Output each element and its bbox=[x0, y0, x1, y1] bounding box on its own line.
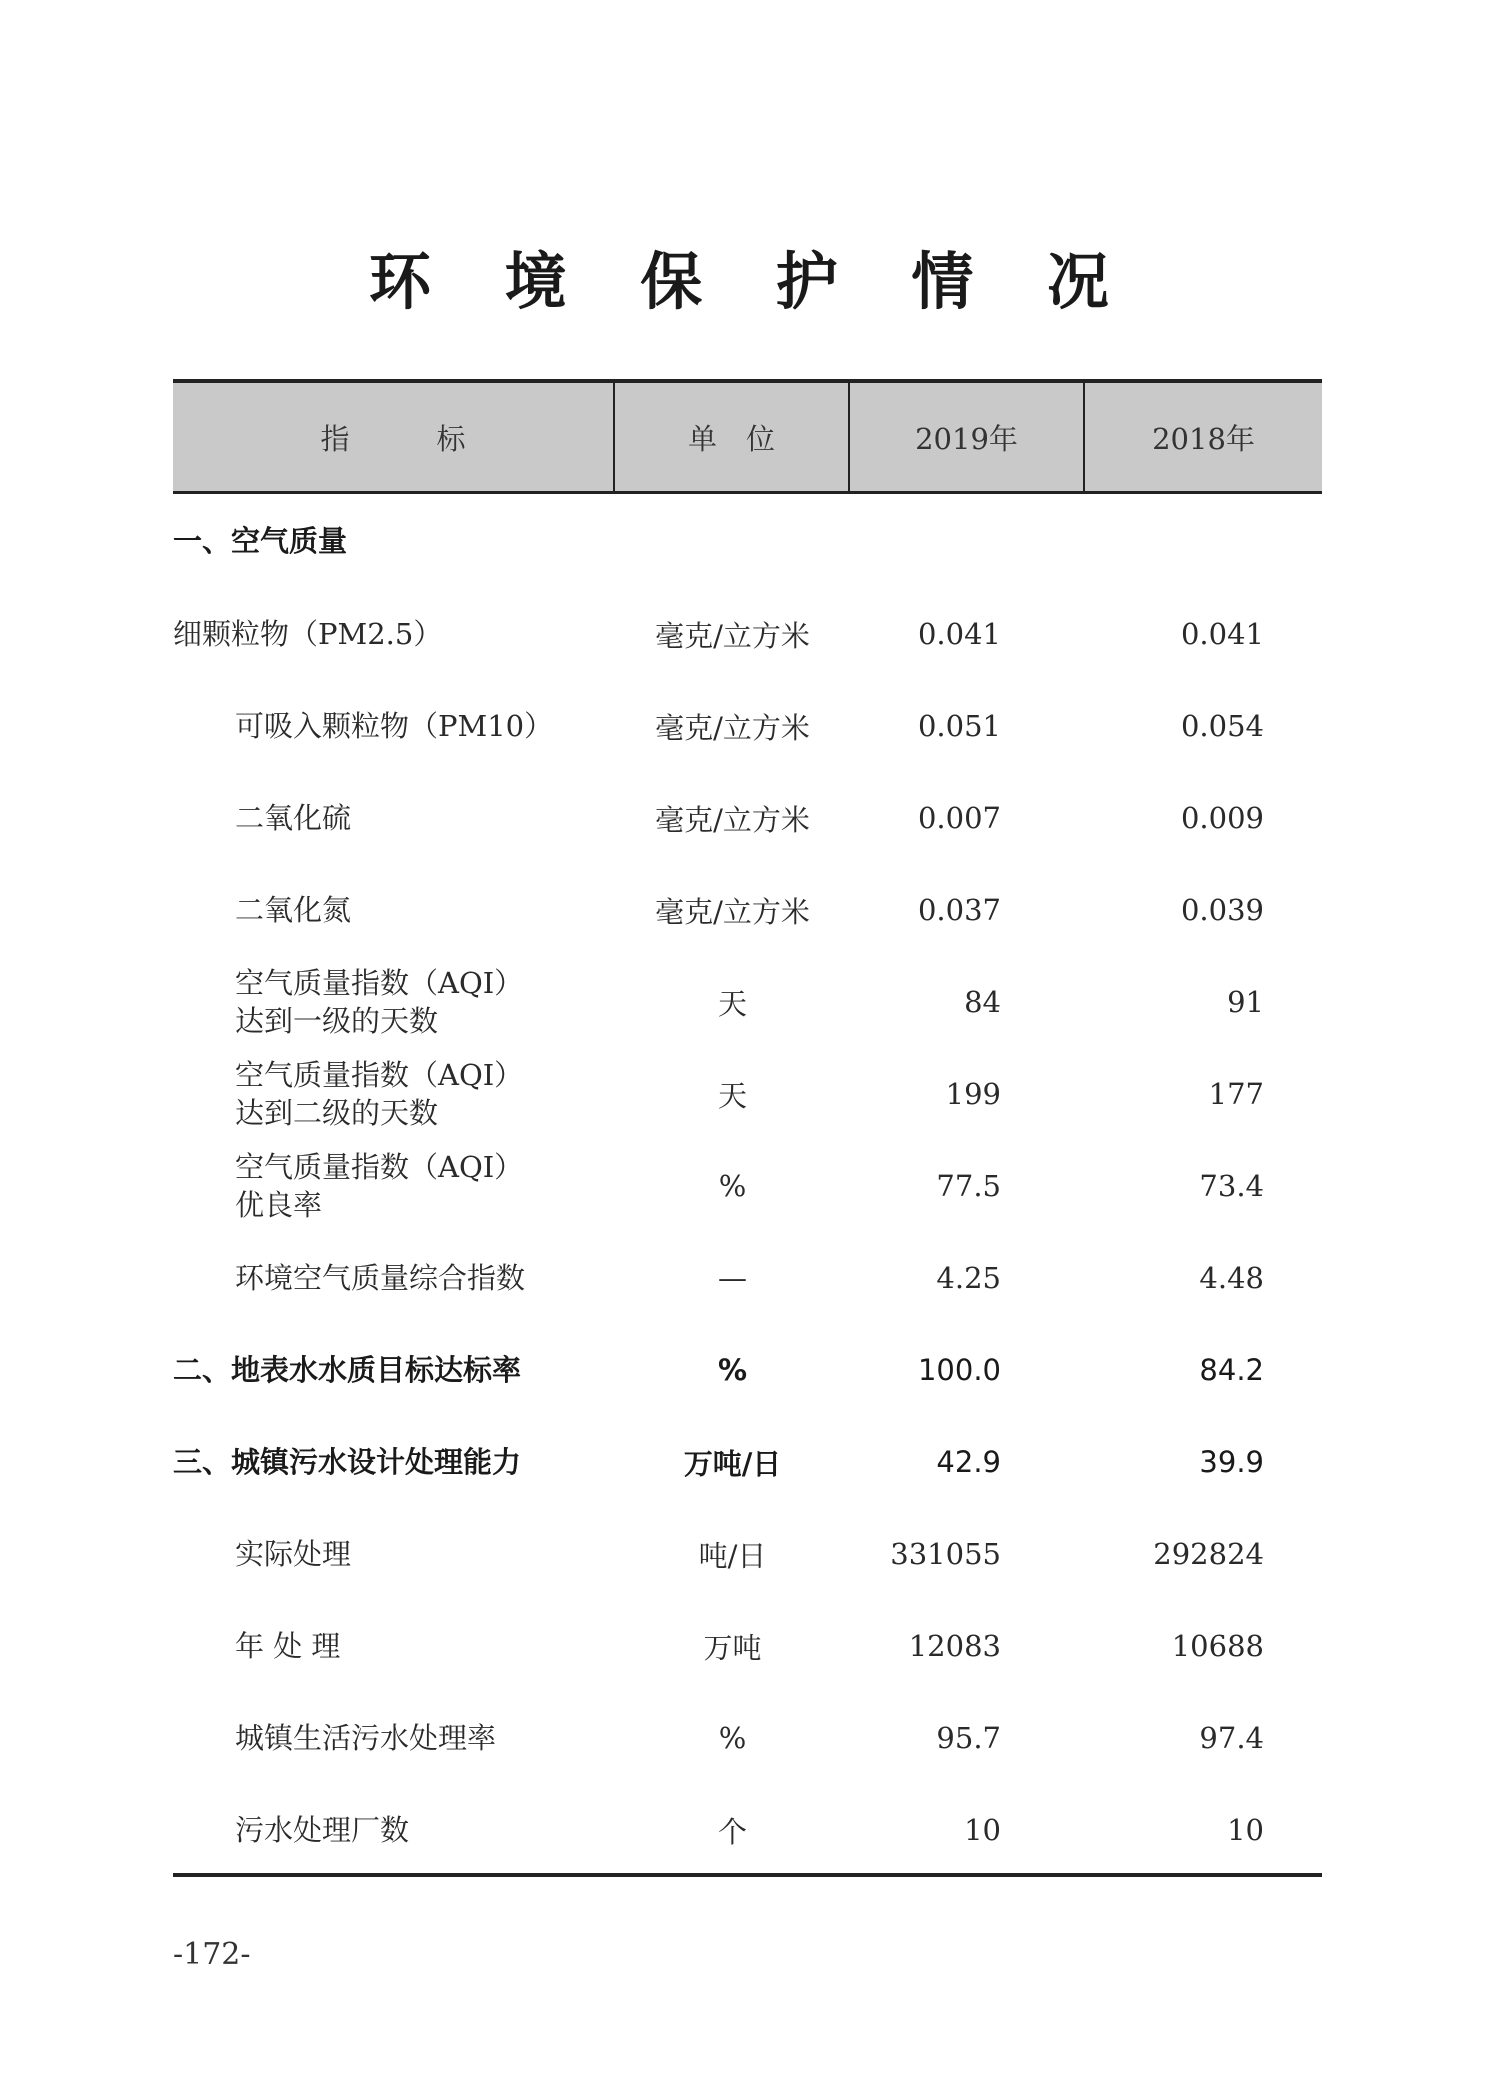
row-unit: % bbox=[718, 1721, 747, 1755]
row-label: 可吸入颗粒物（PM10） bbox=[235, 709, 554, 743]
row-value-2018: 4.48 bbox=[1199, 1261, 1264, 1295]
row-value-2019: 4.25 bbox=[936, 1261, 1001, 1295]
table-row bbox=[173, 1784, 1322, 1876]
table-row bbox=[173, 1140, 1322, 1232]
row-value-2019: 0.041 bbox=[917, 617, 1001, 651]
table-row bbox=[173, 1232, 1322, 1324]
row-value-2019: 331055 bbox=[890, 1537, 1001, 1571]
header-unit: 单 位 bbox=[615, 383, 850, 491]
row-label: 二、地表水水质目标达标率 bbox=[173, 1353, 522, 1387]
table-row bbox=[173, 772, 1322, 864]
row-label: 细颗粒物（PM2.5） bbox=[173, 617, 443, 651]
row-value-2019: 10 bbox=[964, 1813, 1001, 1847]
header-indicator: 指 标 bbox=[173, 383, 615, 491]
row-label: 一、空气质量 bbox=[173, 524, 348, 558]
header-2019: 2019年 bbox=[850, 383, 1085, 491]
row-unit: % bbox=[717, 1353, 748, 1387]
row-value-2019: 0.037 bbox=[917, 893, 1001, 927]
row-unit: 毫克/立方米 bbox=[655, 802, 810, 837]
row-label: 年 处 理 bbox=[235, 1629, 341, 1663]
row-unit: — bbox=[718, 1261, 747, 1295]
row-value-2019: 42.9 bbox=[936, 1445, 1001, 1479]
row-value-2019: 77.5 bbox=[936, 1169, 1001, 1203]
row-label: 实际处理 bbox=[235, 1537, 352, 1571]
row-value-2018: 0.009 bbox=[1180, 801, 1264, 835]
table-row bbox=[173, 1692, 1322, 1784]
page-title: 环 境 保 护 情 况 bbox=[369, 245, 1135, 318]
header-2018: 2018年 bbox=[1152, 421, 1255, 456]
row-value-2018: 39.9 bbox=[1199, 1445, 1264, 1479]
row-label: 城镇生活污水处理率 bbox=[235, 1721, 497, 1755]
row-unit: 毫克/立方米 bbox=[655, 894, 810, 929]
row-value-2018: 91 bbox=[1227, 985, 1264, 1019]
row-value-2019: 84 bbox=[964, 985, 1001, 1019]
row-label: 二氧化硫 bbox=[235, 801, 352, 835]
row-unit: % bbox=[718, 1169, 747, 1203]
table-header bbox=[173, 383, 1322, 494]
row-value-2019: 0.051 bbox=[917, 709, 1001, 743]
row-unit: 万吨 bbox=[703, 1630, 762, 1665]
row-label: 空气质量指数（AQI） 达到二级的天数 bbox=[235, 1058, 524, 1130]
row-value-2019: 12083 bbox=[908, 1629, 1001, 1663]
table-row bbox=[173, 1048, 1322, 1140]
table-bottom-rule bbox=[173, 1873, 1322, 1877]
table-row bbox=[173, 1600, 1322, 1692]
row-label: 空气质量指数（AQI） 优良率 bbox=[235, 1150, 524, 1222]
row-value-2018: 73.4 bbox=[1199, 1169, 1264, 1203]
table-row bbox=[173, 588, 1322, 680]
row-unit: 毫克/立方米 bbox=[655, 618, 810, 653]
row-label: 三、城镇污水设计处理能力 bbox=[173, 1445, 522, 1479]
row-unit: 毫克/立方米 bbox=[655, 710, 810, 745]
row-value-2018: 0.039 bbox=[1180, 893, 1264, 927]
row-value-2018: 0.054 bbox=[1180, 709, 1264, 743]
row-label: 环境空气质量综合指数 bbox=[235, 1261, 526, 1295]
row-value-2019: 0.007 bbox=[917, 801, 1001, 835]
row-value-2018: 292824 bbox=[1153, 1537, 1264, 1571]
row-unit: 个 bbox=[717, 1814, 747, 1849]
row-value-2018: 10 bbox=[1227, 1813, 1264, 1847]
row-value-2018: 97.4 bbox=[1199, 1721, 1264, 1755]
table-row-air-quality bbox=[173, 494, 1322, 588]
table-row bbox=[173, 680, 1322, 772]
table-row bbox=[173, 956, 1322, 1048]
row-unit: 万吨/日 bbox=[683, 1446, 782, 1481]
row-unit: 天 bbox=[717, 986, 747, 1021]
row-label: 污水处理厂数 bbox=[235, 1813, 410, 1847]
row-unit: 吨/日 bbox=[698, 1538, 767, 1573]
row-value-2018: 0.041 bbox=[1180, 617, 1264, 651]
row-value-2018: 177 bbox=[1208, 1077, 1264, 1111]
row-value-2019: 199 bbox=[945, 1077, 1001, 1111]
row-value-2018: 10688 bbox=[1171, 1629, 1264, 1663]
row-value-2019: 100.0 bbox=[917, 1353, 1001, 1387]
row-label: 二氧化氮 bbox=[235, 893, 352, 927]
table-row-sewage-capacity bbox=[173, 1416, 1322, 1508]
table-row bbox=[173, 864, 1322, 956]
row-unit: 天 bbox=[717, 1078, 747, 1113]
environment-table bbox=[173, 379, 1322, 1876]
table-row-surface-water bbox=[173, 1324, 1322, 1416]
row-label: 空气质量指数（AQI） 达到一级的天数 bbox=[235, 966, 524, 1038]
row-value-2019: 95.7 bbox=[936, 1721, 1001, 1755]
page-number: -172- bbox=[173, 1937, 251, 1972]
row-value-2018: 84.2 bbox=[1199, 1353, 1264, 1387]
table-row bbox=[173, 1508, 1322, 1600]
